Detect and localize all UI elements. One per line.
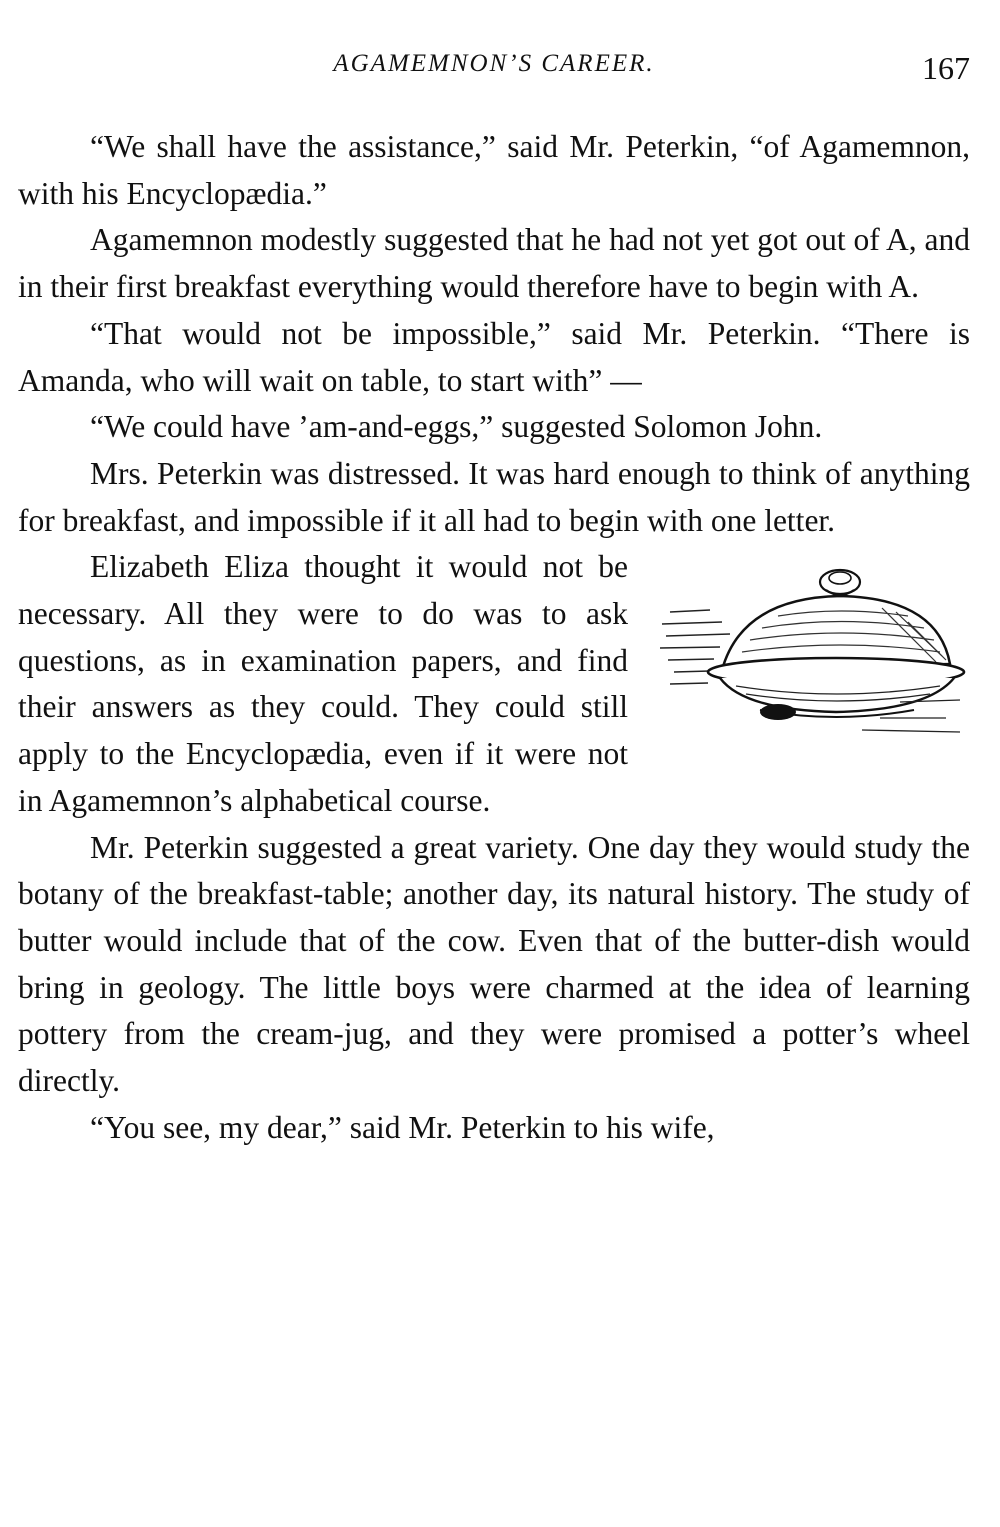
covered-dish-icon	[650, 552, 970, 746]
paragraph-3: “That would not be impossible,” said Mr. Peterkin. “There is Amanda, who will wait on table, to start with” —	[18, 315, 970, 398]
running-title: AGAMEMNON’S CAREER.	[333, 50, 655, 77]
paragraph-2: Agamemnon modestly suggested that he had not yet got out of A, and in their first breakfast everything would therefore have to begin with A.	[18, 222, 970, 305]
paragraph-5: Mrs. Peterkin was distressed. It was hard enough to think of anything for breakfast, and impossible if it all had to begin with one letter.	[18, 455, 970, 538]
paragraph-1: “We shall have the assistance,” said Mr. Peterkin, “of Agamemnon, with his Encyclopædia.”	[18, 129, 970, 211]
paragraph-4: “We could have ’am-and-eggs,” suggested Solomon John.	[90, 409, 823, 445]
body-text	[18, 124, 970, 1151]
paragraph-8: “You see, my dear,” said Mr. Peterkin to his wife,	[90, 1109, 715, 1145]
running-head	[18, 50, 970, 90]
paragraph-7: Mr. Peterkin suggested a great variety. One day they would study the botany of the breakfast-table; another day, its natural history. The study of butter would include that of the cow. Even that of the butter-dish would bring in geology. The little boys were charmed at the idea of learning pottery from the cream-jug, and they were promised a potter’s wheel directly.	[18, 829, 970, 1099]
page-number: 167	[922, 50, 970, 86]
paragraph-6: Elizabeth Eliza thought it would not be necessary. All they were to do was to ask questions, as in examination papers, and find their answers as they could. They could still apply to the Encyclopædia, even if it were not in Agamemnon’s alphabetical course.	[18, 549, 628, 818]
covered-dish-illustration	[650, 552, 970, 746]
